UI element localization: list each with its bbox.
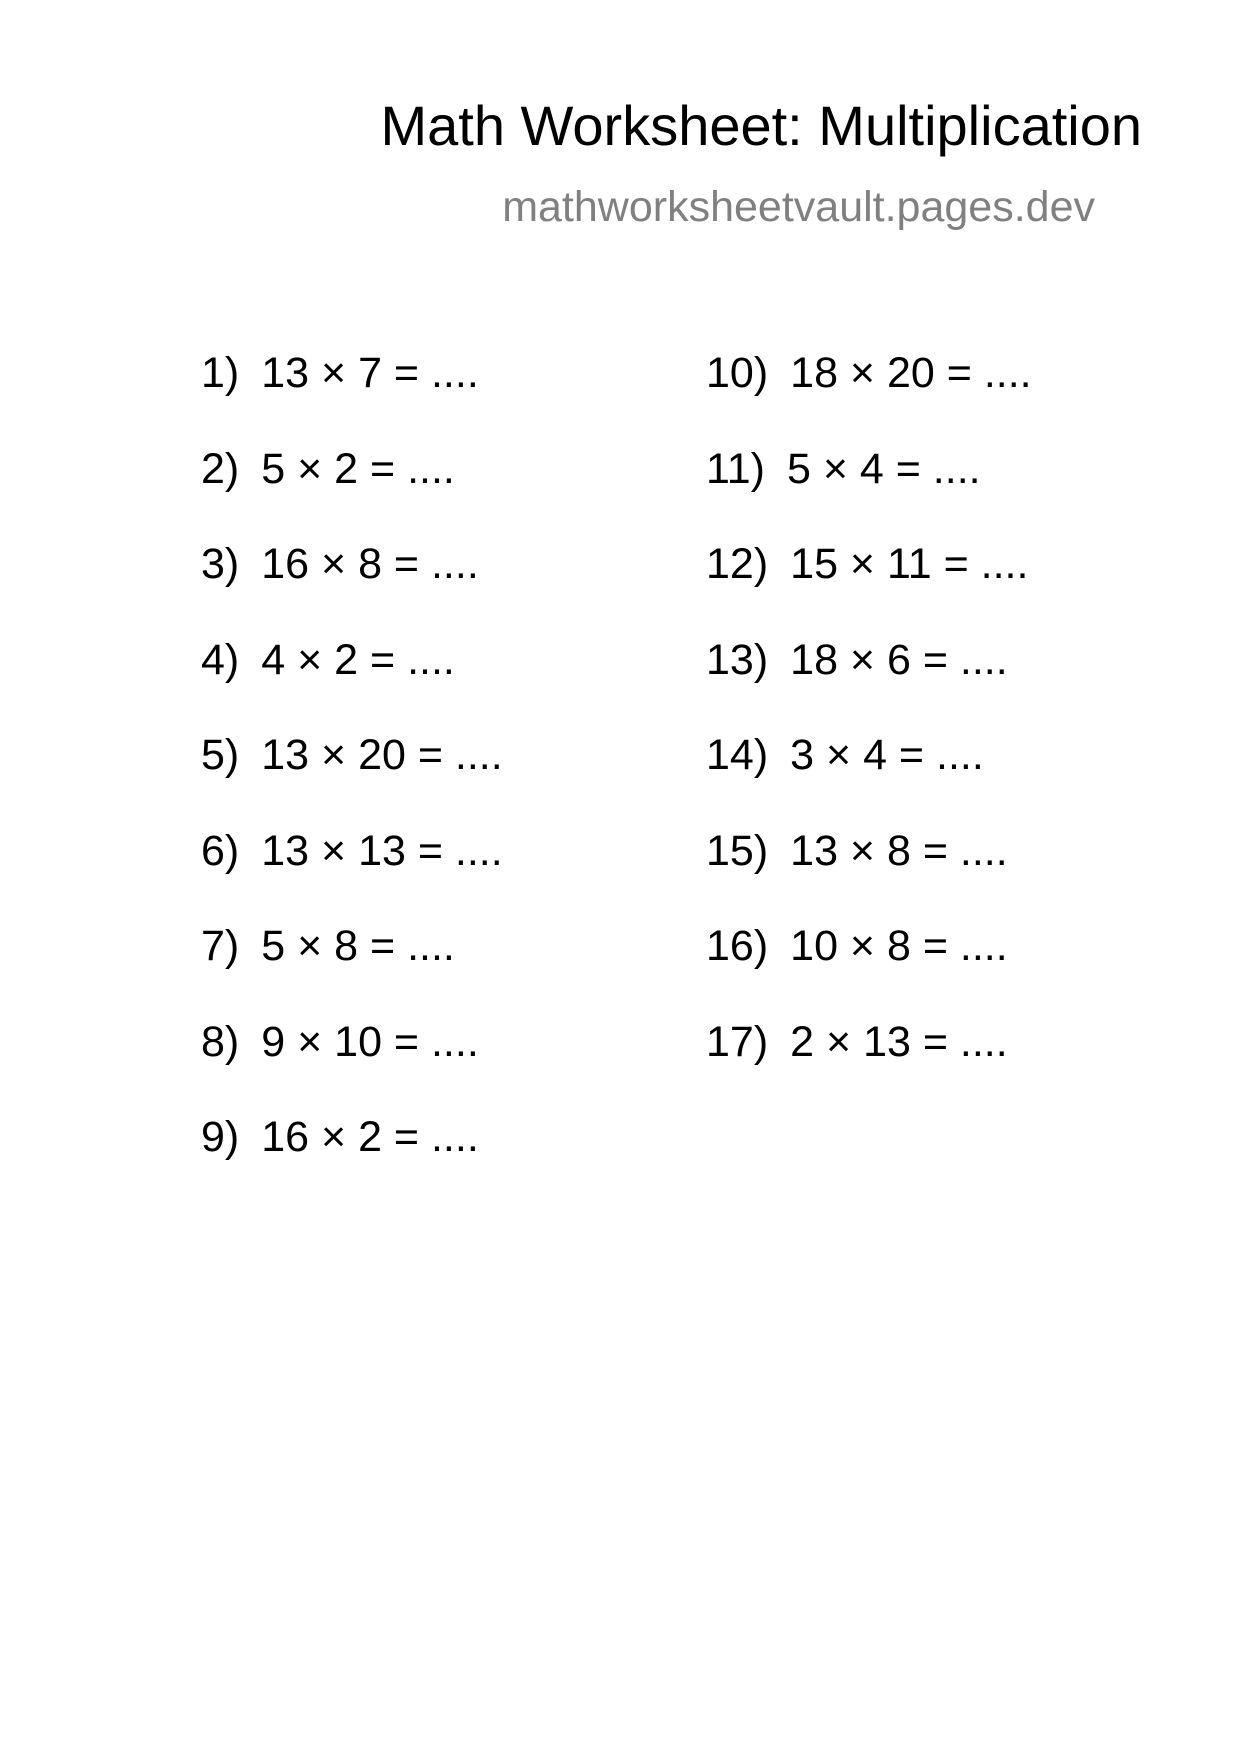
problem-item (201, 1113, 503, 1212)
problem-expression: 9 × 10 = .... (261, 1017, 479, 1066)
problem-number: 10) (706, 349, 769, 397)
problem-item (706, 635, 1032, 735)
problem-number: 6) (201, 826, 240, 875)
problem-number: 1) (201, 349, 240, 397)
problem-number: 4) (201, 635, 240, 684)
problem-number: 17) (706, 1017, 769, 1066)
problem-expression: 5 × 2 = .... (261, 444, 455, 493)
problem-item (201, 635, 503, 735)
problem-list-right (706, 349, 1032, 1116)
problem-item (201, 731, 503, 830)
problem-item (201, 826, 503, 926)
problem-number: 11) (706, 444, 765, 493)
problem-number: 9) (201, 1113, 240, 1161)
problem-expression: 13 × 13 = .... (261, 826, 503, 875)
problem-expression: 13 × 20 = .... (261, 731, 503, 779)
problem-item (201, 922, 503, 1021)
problem-expression: 18 × 6 = .... (790, 635, 1008, 684)
problem-item (706, 1017, 1032, 1117)
problem-expression: 18 × 20 = .... (790, 349, 1032, 397)
problem-number: 2) (201, 444, 240, 493)
problem-item (706, 826, 1032, 926)
problem-item (706, 731, 1032, 830)
problem-number: 15) (706, 826, 769, 875)
problem-expression: 13 × 8 = .... (790, 826, 1008, 875)
problem-number: 8) (201, 1017, 240, 1066)
problem-expression: 13 × 7 = .... (261, 349, 479, 397)
problem-expression: 2 × 13 = .... (790, 1017, 1008, 1066)
site-url: mathworksheetvault.pages.dev (502, 183, 1095, 231)
problem-expression: 3 × 4 = .... (790, 731, 984, 779)
problem-item (706, 444, 1032, 544)
problem-item (706, 540, 1032, 639)
problem-item (201, 1017, 503, 1117)
problem-item (706, 922, 1032, 1021)
problem-number: 12) (706, 540, 769, 588)
problem-expression: 4 × 2 = .... (261, 635, 455, 684)
problem-item (201, 540, 503, 639)
problem-expression: 5 × 4 = .... (786, 444, 981, 493)
problem-expression: 16 × 2 = .... (261, 1113, 479, 1161)
problem-item (201, 444, 503, 544)
problem-expression: 15 × 11 = .... (790, 540, 1029, 588)
problem-number: 5) (201, 731, 240, 779)
problem-expression: 10 × 8 = .... (790, 922, 1008, 970)
page-title: Math Worksheet: Multiplication (380, 94, 1142, 157)
problem-number: 13) (706, 635, 769, 684)
problem-expression: 5 × 8 = .... (261, 922, 455, 970)
problem-number: 7) (201, 922, 240, 970)
problem-item (706, 349, 1032, 448)
problem-list-left (201, 349, 503, 1212)
problem-expression: 16 × 8 = .... (261, 540, 479, 588)
problem-item (201, 349, 503, 448)
problem-number: 14) (706, 731, 769, 779)
problem-number: 16) (706, 922, 769, 970)
problem-number: 3) (201, 540, 240, 588)
